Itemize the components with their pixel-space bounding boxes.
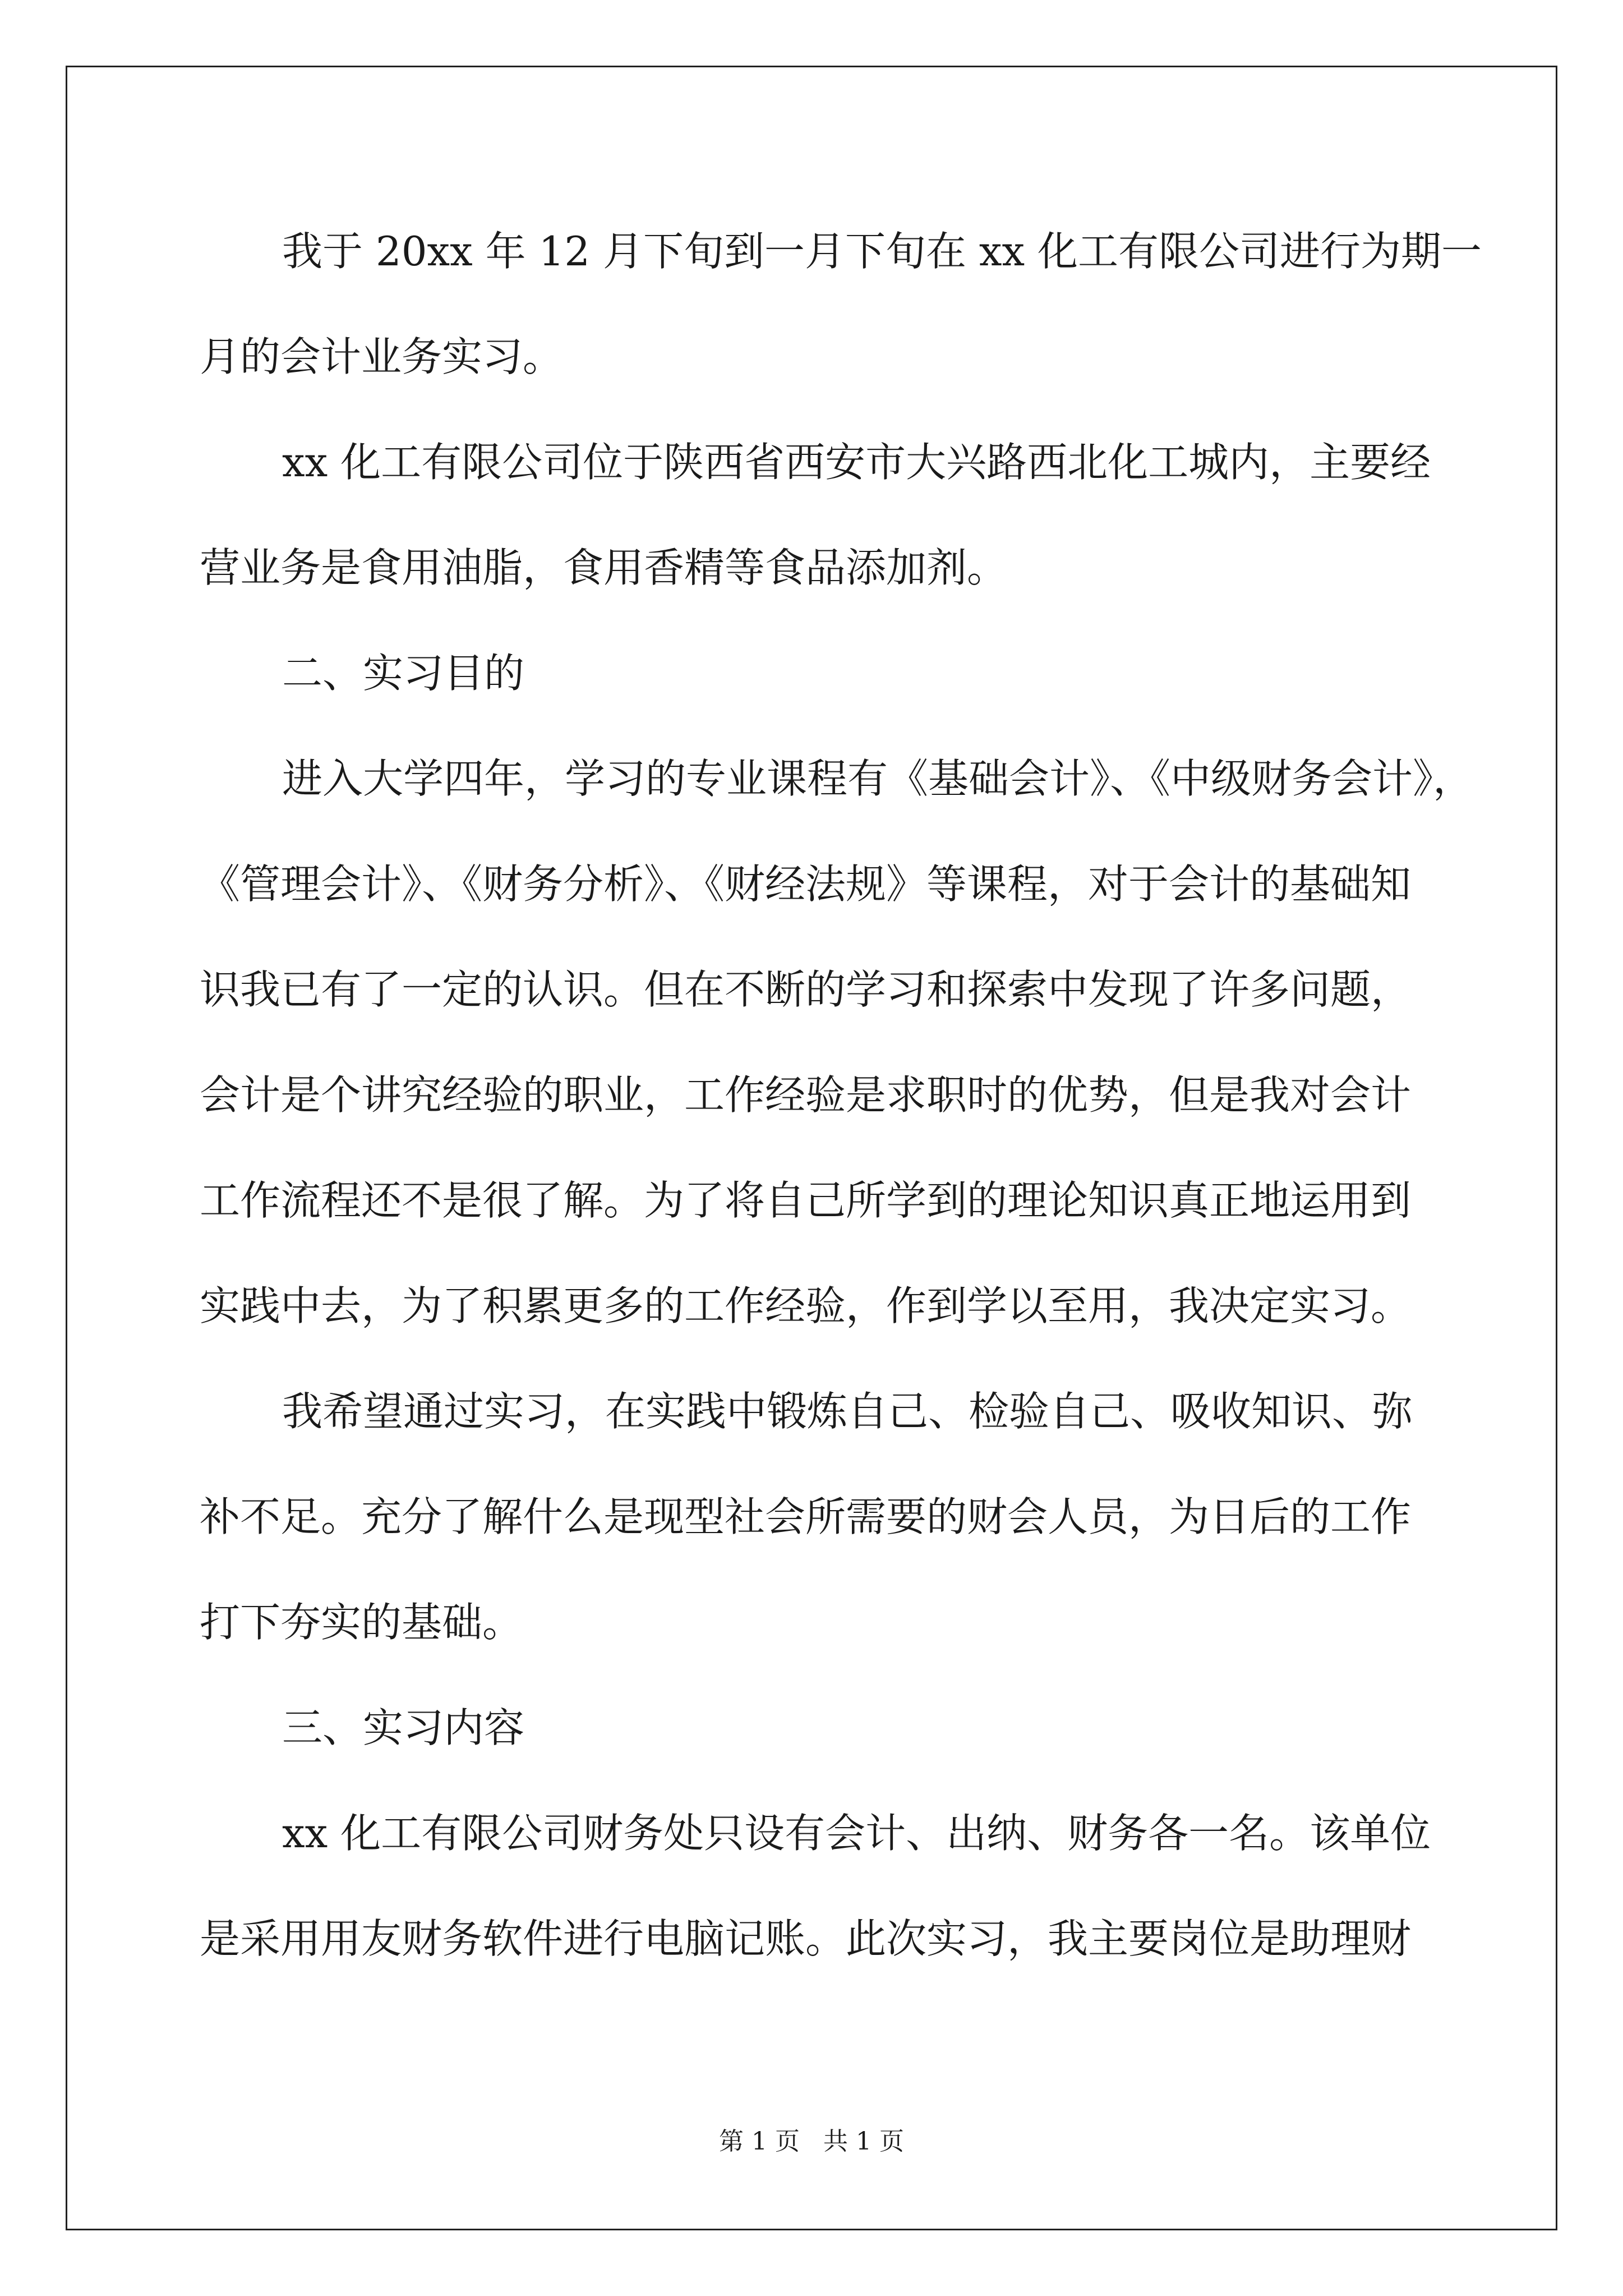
text-line: 营业务是食用油脂，食用香精等食品添加剂。 [200,544,1008,591]
text-line: 是采用用友财务软件进行电脑记账。此次实习，我主要岗位是助理财 [200,1915,1412,1962]
page-border [66,66,1557,2230]
text-line: 补不足。充分了解什么是现型社会所需要的财会人员，为日后的工作 [200,1493,1412,1540]
text-line: 打下夯实的基础。 [200,1599,523,1646]
text-line: 进入大学四年，学习的专业课程有《基础会计》、《中级财务会计》， [282,755,1474,802]
text-line: 《管理会计》、《财务分析》、《财经法规》等课程，对于会计的基础知 [200,861,1412,908]
text-line: 我希望通过实习，在实践中锻炼自己、检验自己、吸收知识、弥 [282,1388,1413,1435]
text-line: 会计是个讲究经验的职业，工作经验是求职时的优势，但是我对会计 [200,1071,1412,1119]
text-line: 识我已有了一定的认识。但在不断的学习和探索中发现了许多问题， [200,966,1412,1013]
text-line: xx 化工有限公司位于陕西省西安市大兴路西北化工城内，主要经 [282,439,1431,486]
text-line: 实践中去，为了积累更多的工作经验，作到学以至用，我决定实习。 [200,1282,1412,1329]
text-line: 我于 20xx 年 12 月下旬到一月下旬在 xx 化工有限公司进行为期一 [282,228,1482,275]
section-heading: 二、实习目的 [282,650,525,697]
page-footer: 第 1 页 共 1 页 [719,2127,904,2156]
section-heading: 三、实习内容 [282,1704,525,1751]
text-line: xx 化工有限公司财务处只设有会计、出纳、财务各一名。该单位 [282,1810,1431,1857]
text-line: 月的会计业务实习。 [200,333,564,380]
text-line: 工作流程还不是很了解。为了将自己所学到的理论知识真正地运用到 [200,1177,1412,1224]
